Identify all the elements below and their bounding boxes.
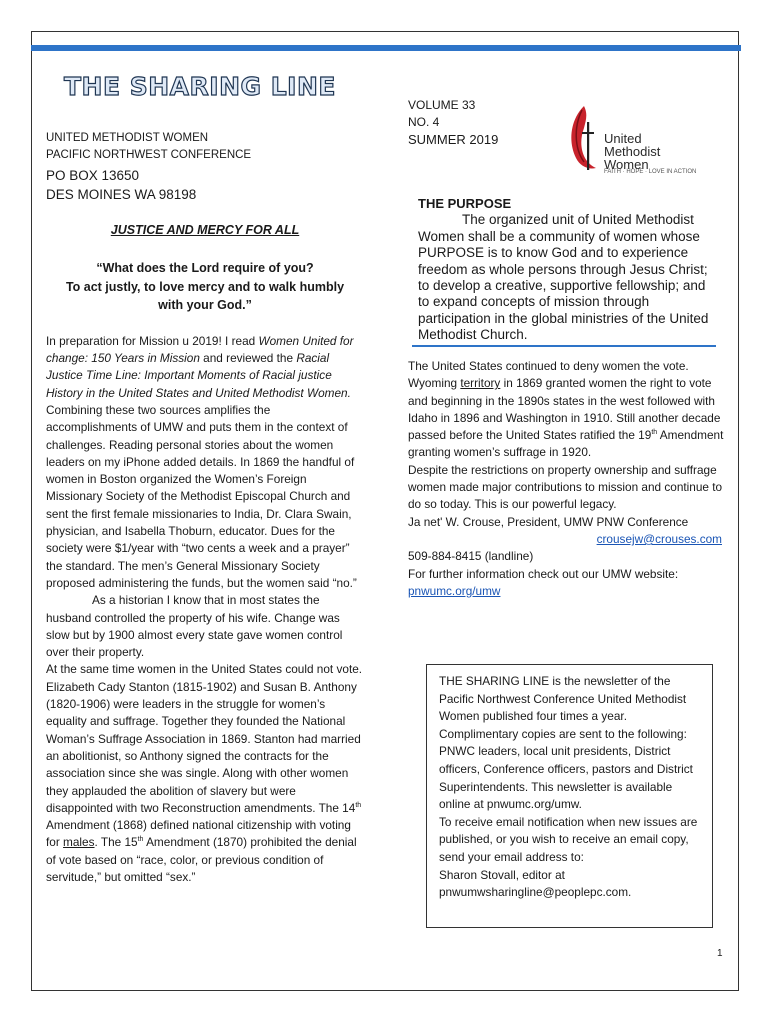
article-paragraph: Despite the restrictions on property ownership and suffrage women made major contributions to mission and continue to do so today. This is our powerful legacy. <box>408 462 723 512</box>
logo-tagline: FAITH · HOPE · LOVE IN ACTION <box>604 169 697 175</box>
volume: VOLUME 33 <box>408 98 476 112</box>
purpose-rule <box>412 345 716 347</box>
org-line: PACIFIC NORTHWEST CONFERENCE <box>46 149 252 161</box>
umw-logo <box>566 100 697 180</box>
organization-name <box>46 130 251 164</box>
info-paragraph: THE SHARING LINE is the newsletter of the Pacific Northwest Conference United Methodist Women published four times a year. Complimentary copies are sent to the following: PNWC leaders, local unit presidents, District officers, Conference officers, pastors and District Superintendents. This newsletter is available online at pnwumc.org/umw. <box>439 674 693 812</box>
main-article <box>46 222 364 886</box>
author-phone: 509-884-8415 (landline) <box>408 549 534 564</box>
author-email-link[interactable]: crousejw@crouses.com <box>596 531 722 546</box>
logo-wordmark: United Methodist Women <box>604 131 661 172</box>
website-link[interactable]: pnwumc.org/umw <box>408 583 501 598</box>
purpose-statement <box>418 196 718 344</box>
mailing-address <box>46 166 196 204</box>
article-headline: JUSTICE AND MERCY FOR ALL <box>110 223 300 237</box>
editor-email: pnwumwsharingline@peoplepc.com. <box>439 885 632 900</box>
address-line: DES MOINES WA 98198 <box>46 187 197 202</box>
newsletter-title: THE SHARING LINE <box>64 72 336 101</box>
article-paragraph: As a historian I know that in most states the husband controlled the property of his wife. Change was slow but by 1900 almost every state gave women control over their property. <box>46 593 343 660</box>
header-rule <box>31 45 741 51</box>
address-line: PO BOX 13650 <box>46 168 140 183</box>
issue-number: NO. 4 <box>408 115 440 129</box>
issue-info <box>408 97 498 148</box>
article-body <box>46 333 364 887</box>
org-line: UNITED METHODIST WOMEN <box>46 132 209 144</box>
scripture-quote: “What does the Lord require of you? To act justly, to love mercy and to walk humbly with your God.” <box>65 261 345 313</box>
article-paragraph: In preparation for Mission u 2019! I read Women United for change: 150 Years in Mission and reviewed the Racial Justice Time Line: Important Moments of Racial justice History in the United States and United Methodist Women. Combining these two sources amplifies the accomplishments of UMW and puts them in the context of challenges. Reading personal stories about the women leaders on my iPhone added details. In 1869 the handful of women in Boston organized the Women’s Foreign Missionary Society of the Methodist Episcopal Church and sent the first female missionaries to India, Dr. Clara Swain, physician, and Isabella Thoburn, educator. Dues for the society were $1/year with “two cents a week and a prayer” the standard. The men’s General Missionary Society proposed administering the funds, but the women said “no.” <box>46 333 357 590</box>
purpose-heading: THE PURPOSE <box>418 196 512 211</box>
purpose-text: The organized unit of United Methodist Women shall be a community of women whose PURPOSE is to know God and to experience freedom as whole persons through Jesus Christ; to develop a creative, supportive fellowship; and to expand concepts of mission through participation in the global ministries of the United Methodist Church. <box>418 212 709 343</box>
editor-line: Sharon Stovall, editor at <box>439 867 565 882</box>
website-info: For further information check out our UMW website: <box>408 566 679 581</box>
cross-flame-icon <box>566 100 602 178</box>
issue-season: SUMMER 2019 <box>408 132 499 147</box>
author-signature: Ja net' W. Crouse, President, UMW PNW Conference <box>408 514 689 529</box>
article-continued <box>408 358 726 600</box>
newsletter-info-box <box>426 664 713 928</box>
page-number: 1 <box>717 948 723 959</box>
article-paragraph: At the same time women in the United States could not vote. Elizabeth Cady Stanton (1815-1902) and Susan B. Anthony (1820-1906) were leaders in the struggle for women’s equality and suffrage. Together they founded the National Woman’s Suffrage Association in 1869. Stanton had married an abolitionist, so Anthony signed the contracts for the association since she was single. Along with other women they applauded the abolition of slavery but were disappointed with two Reconstruction amendments. The 14th Amendment (1868) defined national citizenship with voting for males. The 15th Amendment (1870) prohibited the denial of vote based on “race, color, or previous condition of servitude,” but omitted “sex.” <box>46 662 363 884</box>
article-paragraph: The United States continued to deny women the vote. Wyoming territory in 1869 granted women the right to vote and beginning in the 1890s states in the west followed with Idaho in 1896 and Washington in 1910. Still another decade passed before the United States ratified the 19th Amendment granting women’s suffrage in 1920. <box>408 359 724 460</box>
info-paragraph: To receive email notification when new issues are published, or you wish to receive an email copy, send your email address to: <box>439 814 698 864</box>
